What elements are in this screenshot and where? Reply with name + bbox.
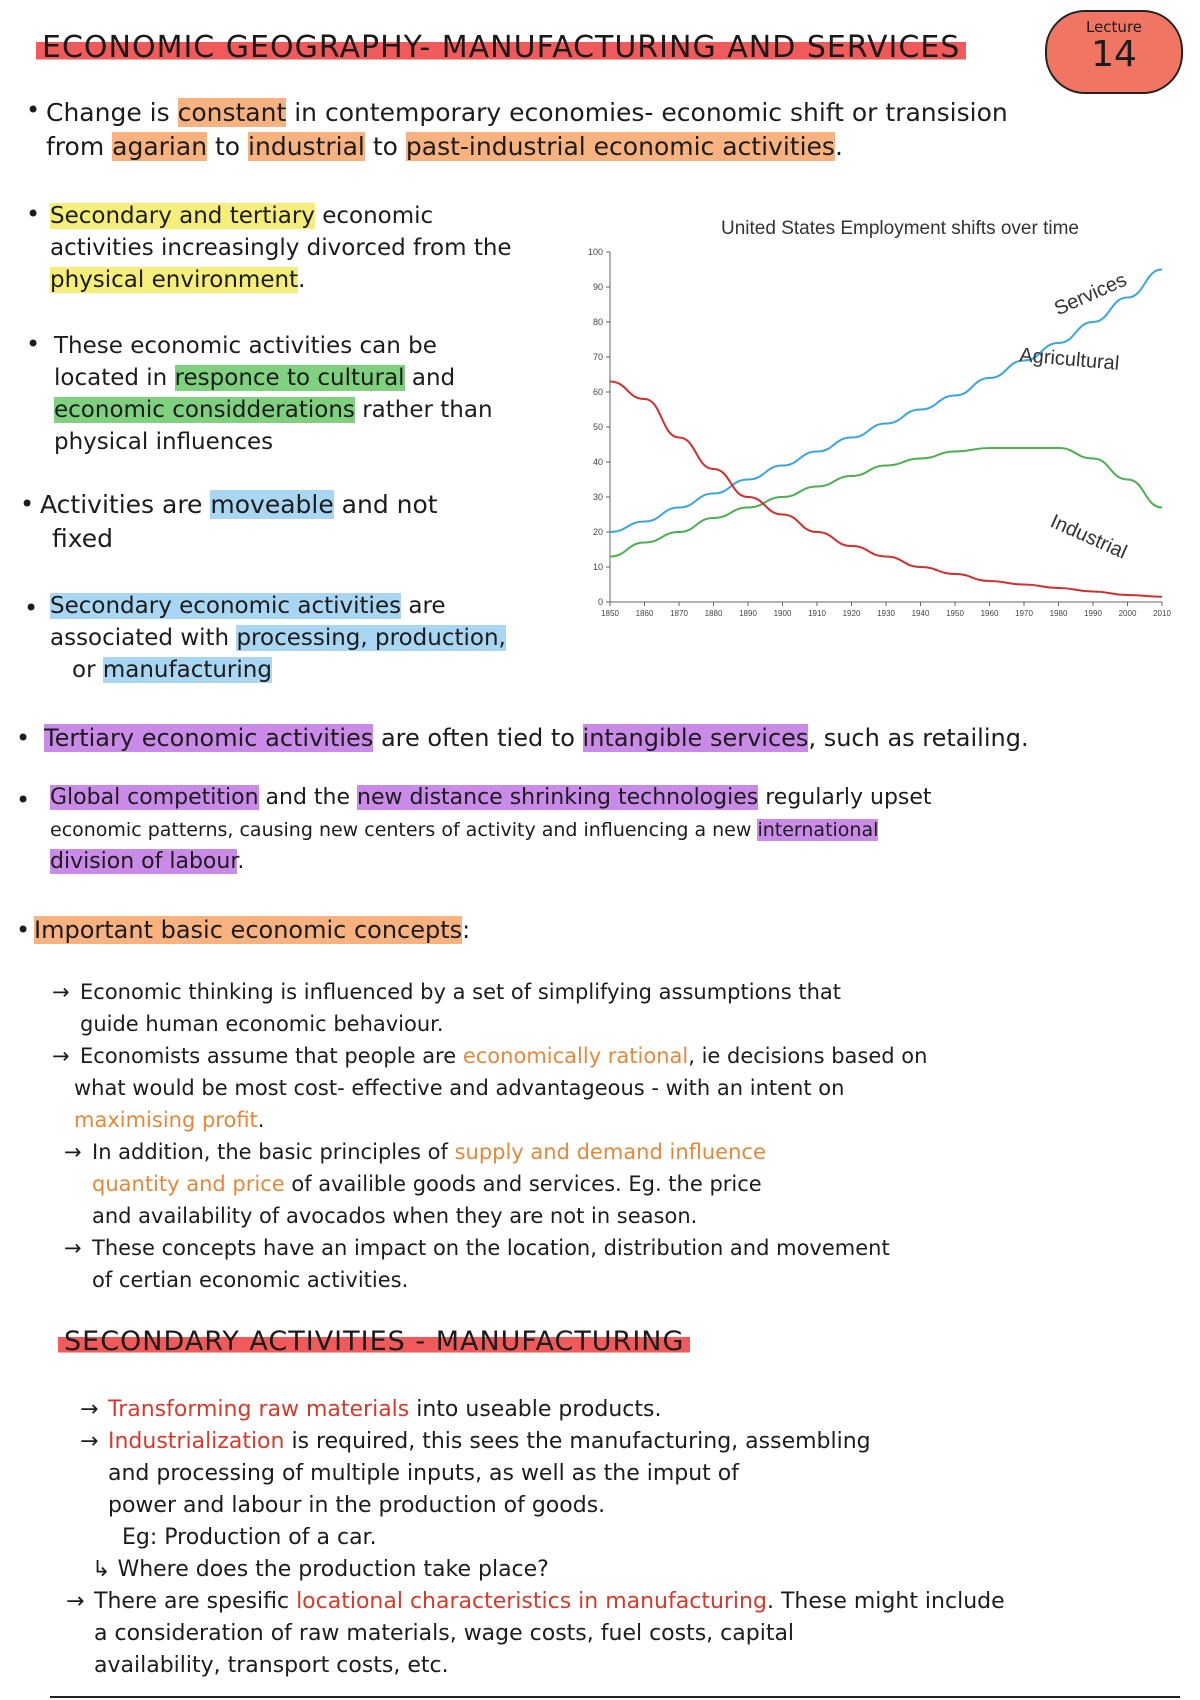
b6-part: regularly upset: [758, 785, 932, 810]
secondary-text: and processing of multiple inputs, as well as the imput of: [108, 1461, 739, 1486]
intro-part: from: [46, 132, 113, 161]
intro-part: Change is: [46, 98, 178, 127]
concept-text: .: [257, 1108, 265, 1132]
bullet-1-text: [50, 200, 570, 296]
y-tick-label: 80: [592, 317, 603, 327]
bullet-5-text: [44, 722, 1194, 754]
arrow-icon: →: [66, 1589, 85, 1614]
bullet-dot: •: [16, 786, 31, 814]
arrow-icon: →: [52, 980, 70, 1004]
secondary-text: . These might include: [766, 1589, 1005, 1614]
b3-part: and not: [333, 490, 438, 519]
chart-lines: [610, 270, 1162, 597]
chart-title: United States Employment shifts over time: [721, 218, 1079, 239]
secondary-text: availability, transport costs, etc.: [94, 1653, 449, 1678]
y-tick-label: 90: [592, 282, 603, 292]
intro-part: .: [834, 132, 843, 161]
bullet-3-text: [40, 488, 560, 556]
intro-text: [46, 96, 1186, 164]
concept-text: what would be most cost- effective and advantageous - with an intent on: [74, 1076, 845, 1100]
y-tick-label: 100: [587, 247, 603, 257]
b5-part: are often tied to: [373, 724, 583, 752]
series-label-services: Services: [1051, 268, 1131, 321]
x-tick-label: 1860: [635, 609, 654, 618]
b6-part: .: [237, 849, 245, 874]
b3-part: Activities are: [40, 490, 211, 519]
b5-highlight: Tertiary economic activities: [44, 724, 374, 752]
concepts-list: [52, 976, 1182, 1296]
concept-item: [52, 1232, 1182, 1264]
x-tick-label: 1990: [1084, 609, 1102, 618]
x-tick-label: 1940: [911, 609, 930, 618]
y-tick-label: 30: [592, 492, 603, 502]
x-tick-label: 1980: [1049, 609, 1068, 618]
arrow-icon: →: [80, 1397, 99, 1422]
lecture-number: 14: [1091, 34, 1137, 75]
secondary-text: Eg: Production of a car.: [122, 1525, 377, 1550]
concept-item: [52, 1136, 1182, 1168]
y-tick-label: 10: [592, 562, 603, 572]
b6-part: and the: [258, 785, 358, 810]
b4-part: are: [401, 593, 446, 619]
secondary-list: [66, 1394, 1190, 1682]
secondary-item: [80, 1394, 1190, 1426]
bullet-dot: •: [16, 916, 31, 944]
bullet-2-text: [54, 330, 574, 458]
bullet-6-text: [50, 782, 1190, 878]
b1-part: economic: [314, 203, 434, 229]
secondary-red-text: locational characteristics in manufacturing: [296, 1589, 767, 1614]
secondary-text: a consideration of raw materials, wage costs, fuel costs, capital: [94, 1621, 795, 1646]
chart-svg: [580, 210, 1180, 630]
bullet-dot: •: [26, 96, 41, 124]
title-text: ECONOMIC GEOGRAPHY- MANUFACTURING AND SERVICES: [36, 30, 966, 65]
secondary-text: There are spesific: [94, 1589, 297, 1614]
bullet-dot: •: [24, 594, 39, 622]
x-tick-label: 1870: [670, 609, 688, 618]
concept-text: of certian economic activities.: [92, 1268, 409, 1292]
concept-item: [52, 976, 1182, 1008]
intro-part: in contemporary economies- economic shift or transision: [286, 98, 1008, 127]
x-tick-label: 1880: [704, 609, 723, 618]
concept-text: of availible goods and services. Eg. the price: [284, 1172, 762, 1196]
secondary-item: [80, 1426, 1190, 1458]
intro-part: to: [207, 132, 249, 161]
b5-part: , such as retailing.: [808, 724, 1029, 752]
b5-highlight: intangible services: [582, 724, 809, 752]
secondary-heading-text: SECONDARY ACTIVITIES - MANUFACTURING: [58, 1326, 690, 1357]
b4-part: associated with: [50, 625, 237, 651]
b4-highlight: processing, production,: [236, 625, 506, 651]
secondary-red-text: Transforming raw materials: [108, 1397, 410, 1422]
page-title: [36, 30, 966, 65]
b2-highlight: economic considderations: [54, 397, 355, 423]
intro-highlight: constant: [177, 98, 287, 127]
b1-highlight: physical environment: [50, 267, 299, 293]
x-tick-label: 1920: [842, 609, 861, 618]
concept-item: [52, 1040, 1182, 1072]
arrow-icon: →: [52, 1044, 70, 1068]
concept-text: and availability of avocados when they are not in season.: [92, 1204, 698, 1228]
secondary-red-text: Industrialization: [108, 1429, 285, 1454]
series-line-agricultural: [610, 382, 1162, 597]
b6-part: economic patterns, causing new centers of activity and influencing a new: [50, 819, 758, 841]
bottom-rule: [50, 1696, 1180, 1698]
concepts-heading-text: Important basic economic concepts: [34, 916, 463, 944]
y-tick-label: 40: [592, 457, 603, 467]
b2-part: and: [404, 365, 456, 391]
b2-part: These economic activities can be: [54, 333, 437, 359]
lecture-badge: [1045, 10, 1183, 94]
concept-text: , ie decisions based on: [688, 1044, 928, 1068]
bullet-dot: •: [20, 490, 35, 518]
b6-highlight: Global competition: [50, 785, 259, 810]
b6-highlight: division of labour: [50, 849, 238, 874]
secondary-heading: [58, 1326, 690, 1358]
secondary-text: into useable products.: [409, 1397, 662, 1422]
concept-text: guide human economic behaviour.: [80, 1012, 444, 1036]
x-tick-label: 1930: [877, 609, 895, 618]
intro-highlight: past-industrial economic activities: [405, 132, 835, 161]
y-tick-label: 20: [592, 527, 603, 537]
x-tick-label: 1960: [980, 609, 999, 618]
concepts-colon: :: [462, 916, 471, 944]
intro-part: to: [364, 132, 406, 161]
arrow-icon: →: [80, 1429, 99, 1454]
employment-chart: [580, 210, 1180, 630]
concept-orange-text: quantity and price: [92, 1172, 285, 1196]
concept-orange-text: supply and demand influence: [454, 1140, 766, 1164]
x-tick-label: 1890: [739, 609, 757, 618]
y-tick-label: 0: [597, 597, 603, 607]
b2-part: physical influences: [54, 429, 274, 455]
secondary-item: [66, 1586, 1190, 1618]
concept-text: These concepts have an impact on the location, distribution and movement: [92, 1236, 890, 1260]
b4-part: or: [72, 657, 103, 683]
b6-highlight: new distance shrinking technologies: [357, 785, 759, 810]
concept-orange-text: maximising profit: [74, 1108, 258, 1132]
concepts-heading: [34, 914, 470, 946]
b1-part: activities increasingly divorced from the: [50, 235, 512, 261]
concept-text: In addition, the basic principles of: [92, 1140, 455, 1164]
series-label-industrial: Industrial: [1046, 510, 1131, 564]
chart-series-labels: [1019, 269, 1131, 564]
b1-part: .: [298, 267, 306, 293]
b3-highlight: moveable: [210, 490, 334, 519]
concept-text: Economic thinking is influenced by a set of simplifying assumptions that: [80, 980, 841, 1004]
secondary-text: is required, this sees the manufacturing, assembling: [284, 1429, 871, 1454]
return-arrow-icon: ↳: [92, 1557, 118, 1582]
arrow-icon: →: [64, 1236, 82, 1260]
y-tick-label: 50: [592, 422, 603, 432]
y-tick-label: 60: [592, 387, 603, 397]
concept-text: Economists assume that people are: [80, 1044, 463, 1068]
bullet-dot: •: [26, 330, 41, 358]
arrow-icon: →: [64, 1140, 82, 1164]
b4-highlight: Secondary economic activities: [50, 593, 402, 619]
x-tick-label: 2010: [1153, 609, 1171, 618]
bullet-dot: •: [26, 200, 41, 228]
b1-highlight: Secondary and tertiary: [50, 203, 315, 229]
series-label-agricultural: Agricultural: [1018, 344, 1121, 375]
b6-highlight: international: [757, 819, 879, 841]
x-tick-label: 1900: [773, 609, 792, 618]
x-tick-label: 2000: [1118, 609, 1137, 618]
bullet-4-text: [50, 590, 590, 686]
b3-part: fixed: [52, 524, 114, 553]
intro-highlight: agarian: [112, 132, 208, 161]
b2-part: rather than: [354, 397, 493, 423]
x-tick-label: 1910: [808, 609, 826, 618]
secondary-text: Where does the production take place?: [117, 1557, 549, 1582]
concept-orange-text: economically rational: [462, 1044, 689, 1068]
b2-highlight: responce to cultural: [174, 365, 405, 391]
lecture-label: Lecture: [1085, 18, 1143, 36]
bullet-dot: •: [16, 724, 31, 752]
y-tick-label: 70: [592, 352, 603, 362]
x-tick-label: 1850: [601, 609, 619, 618]
x-tick-label: 1950: [946, 609, 964, 618]
b4-highlight: manufacturing: [102, 657, 272, 683]
secondary-text: power and labour in the production of goods.: [108, 1493, 606, 1518]
b2-part: located in: [54, 365, 175, 391]
x-tick-label: 1970: [1015, 609, 1033, 618]
intro-highlight: industrial: [248, 132, 365, 161]
